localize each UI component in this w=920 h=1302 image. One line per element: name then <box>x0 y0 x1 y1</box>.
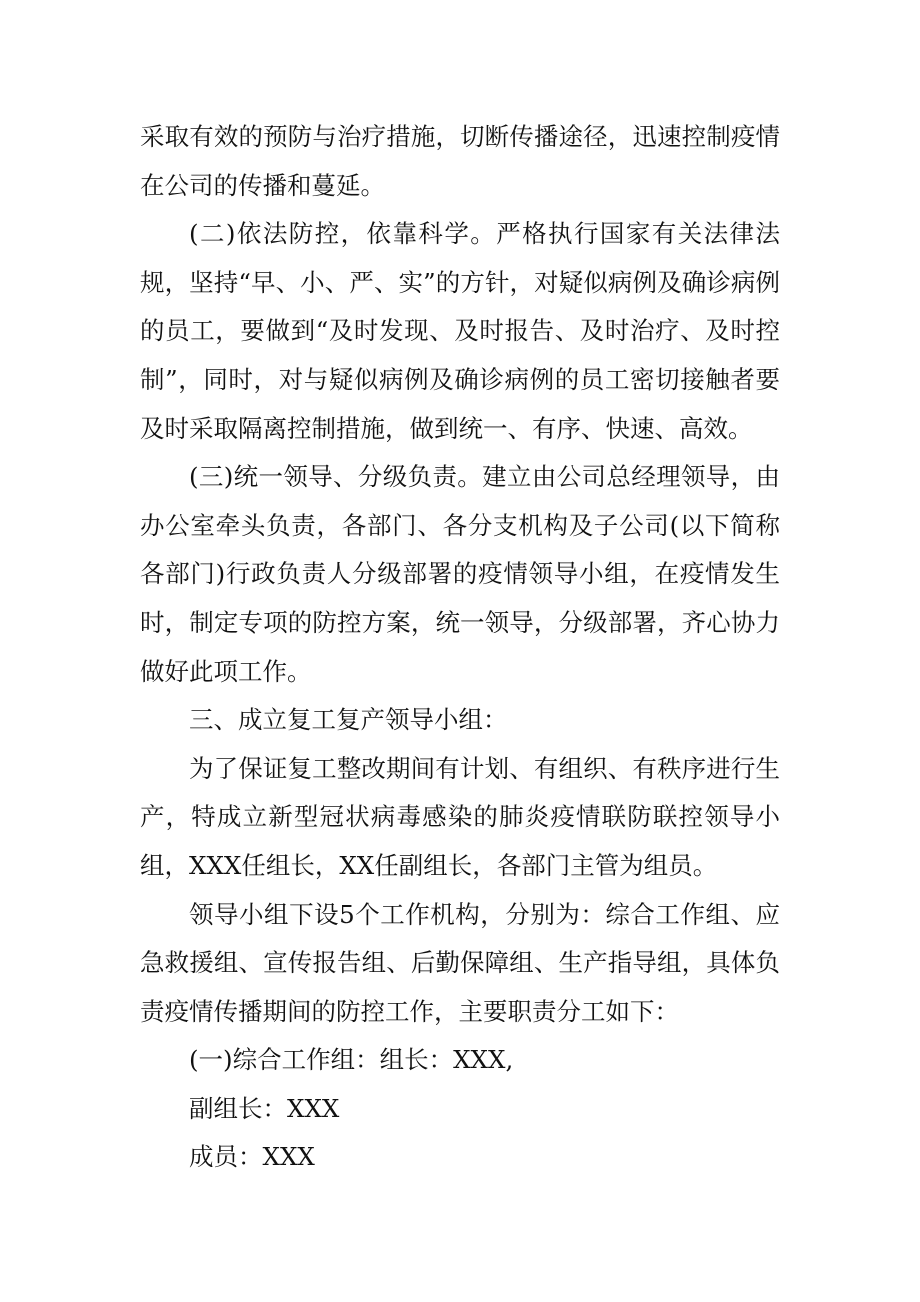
section-heading-3: 三、成立复工复产领导小组： <box>189 705 508 735</box>
group-1-leader: (一)综合工作组：组长：XXX, <box>189 1045 514 1075</box>
group-1-deputy-leader: 副组长：XXX <box>189 1093 340 1123</box>
paragraph-principle-3: (三)统一领导、分级负责。建立由公司总经理领导，由办公室牵头负责，各部门、各分支机构及子公司(以下简称各部门)行政负责人分级部署的疫情领导小组，在疫情发生时，制定专项的防控方案，统一领导，分级部署，齐心协力做好此项工作。 <box>140 462 780 686</box>
paragraph-continuation: 采取有效的预防与治疗措施，切断传播途径，迅速控制疫情在公司的传播和蔓延。 <box>140 122 780 200</box>
group-1-members: 成员：XXX <box>189 1142 315 1172</box>
document-page <box>140 113 780 1182</box>
paragraph-principle-2: (二)依法防控，依靠科学。严格执行国家有关法律法规，坚持“早、小、严、实”的方针，对疑似病例及确诊病例的员工，要做到“及时发现、及时报告、及时治疗、及时控制”，同时，对与疑似病例及确诊病例的员工密切接触者要及时采取隔离控制措施，做到统一、有序、快速、高效。 <box>140 219 780 443</box>
paragraph-working-bodies: 领导小组下设5个工作机构，分别为：综合工作组、应急救援组、宣传报告组、后勤保障组、生产指导组，具体负责疫情传播期间的防控工作，主要职责分工如下： <box>140 899 780 1026</box>
paragraph-leadership-group: 为了保证复工整改期间有计划、有组织、有秩序进行生产，特成立新型冠状病毒感染的肺炎疫情联防联控领导小组，XXX任组长，XX任副组长，各部门主管为组员。 <box>140 753 780 880</box>
